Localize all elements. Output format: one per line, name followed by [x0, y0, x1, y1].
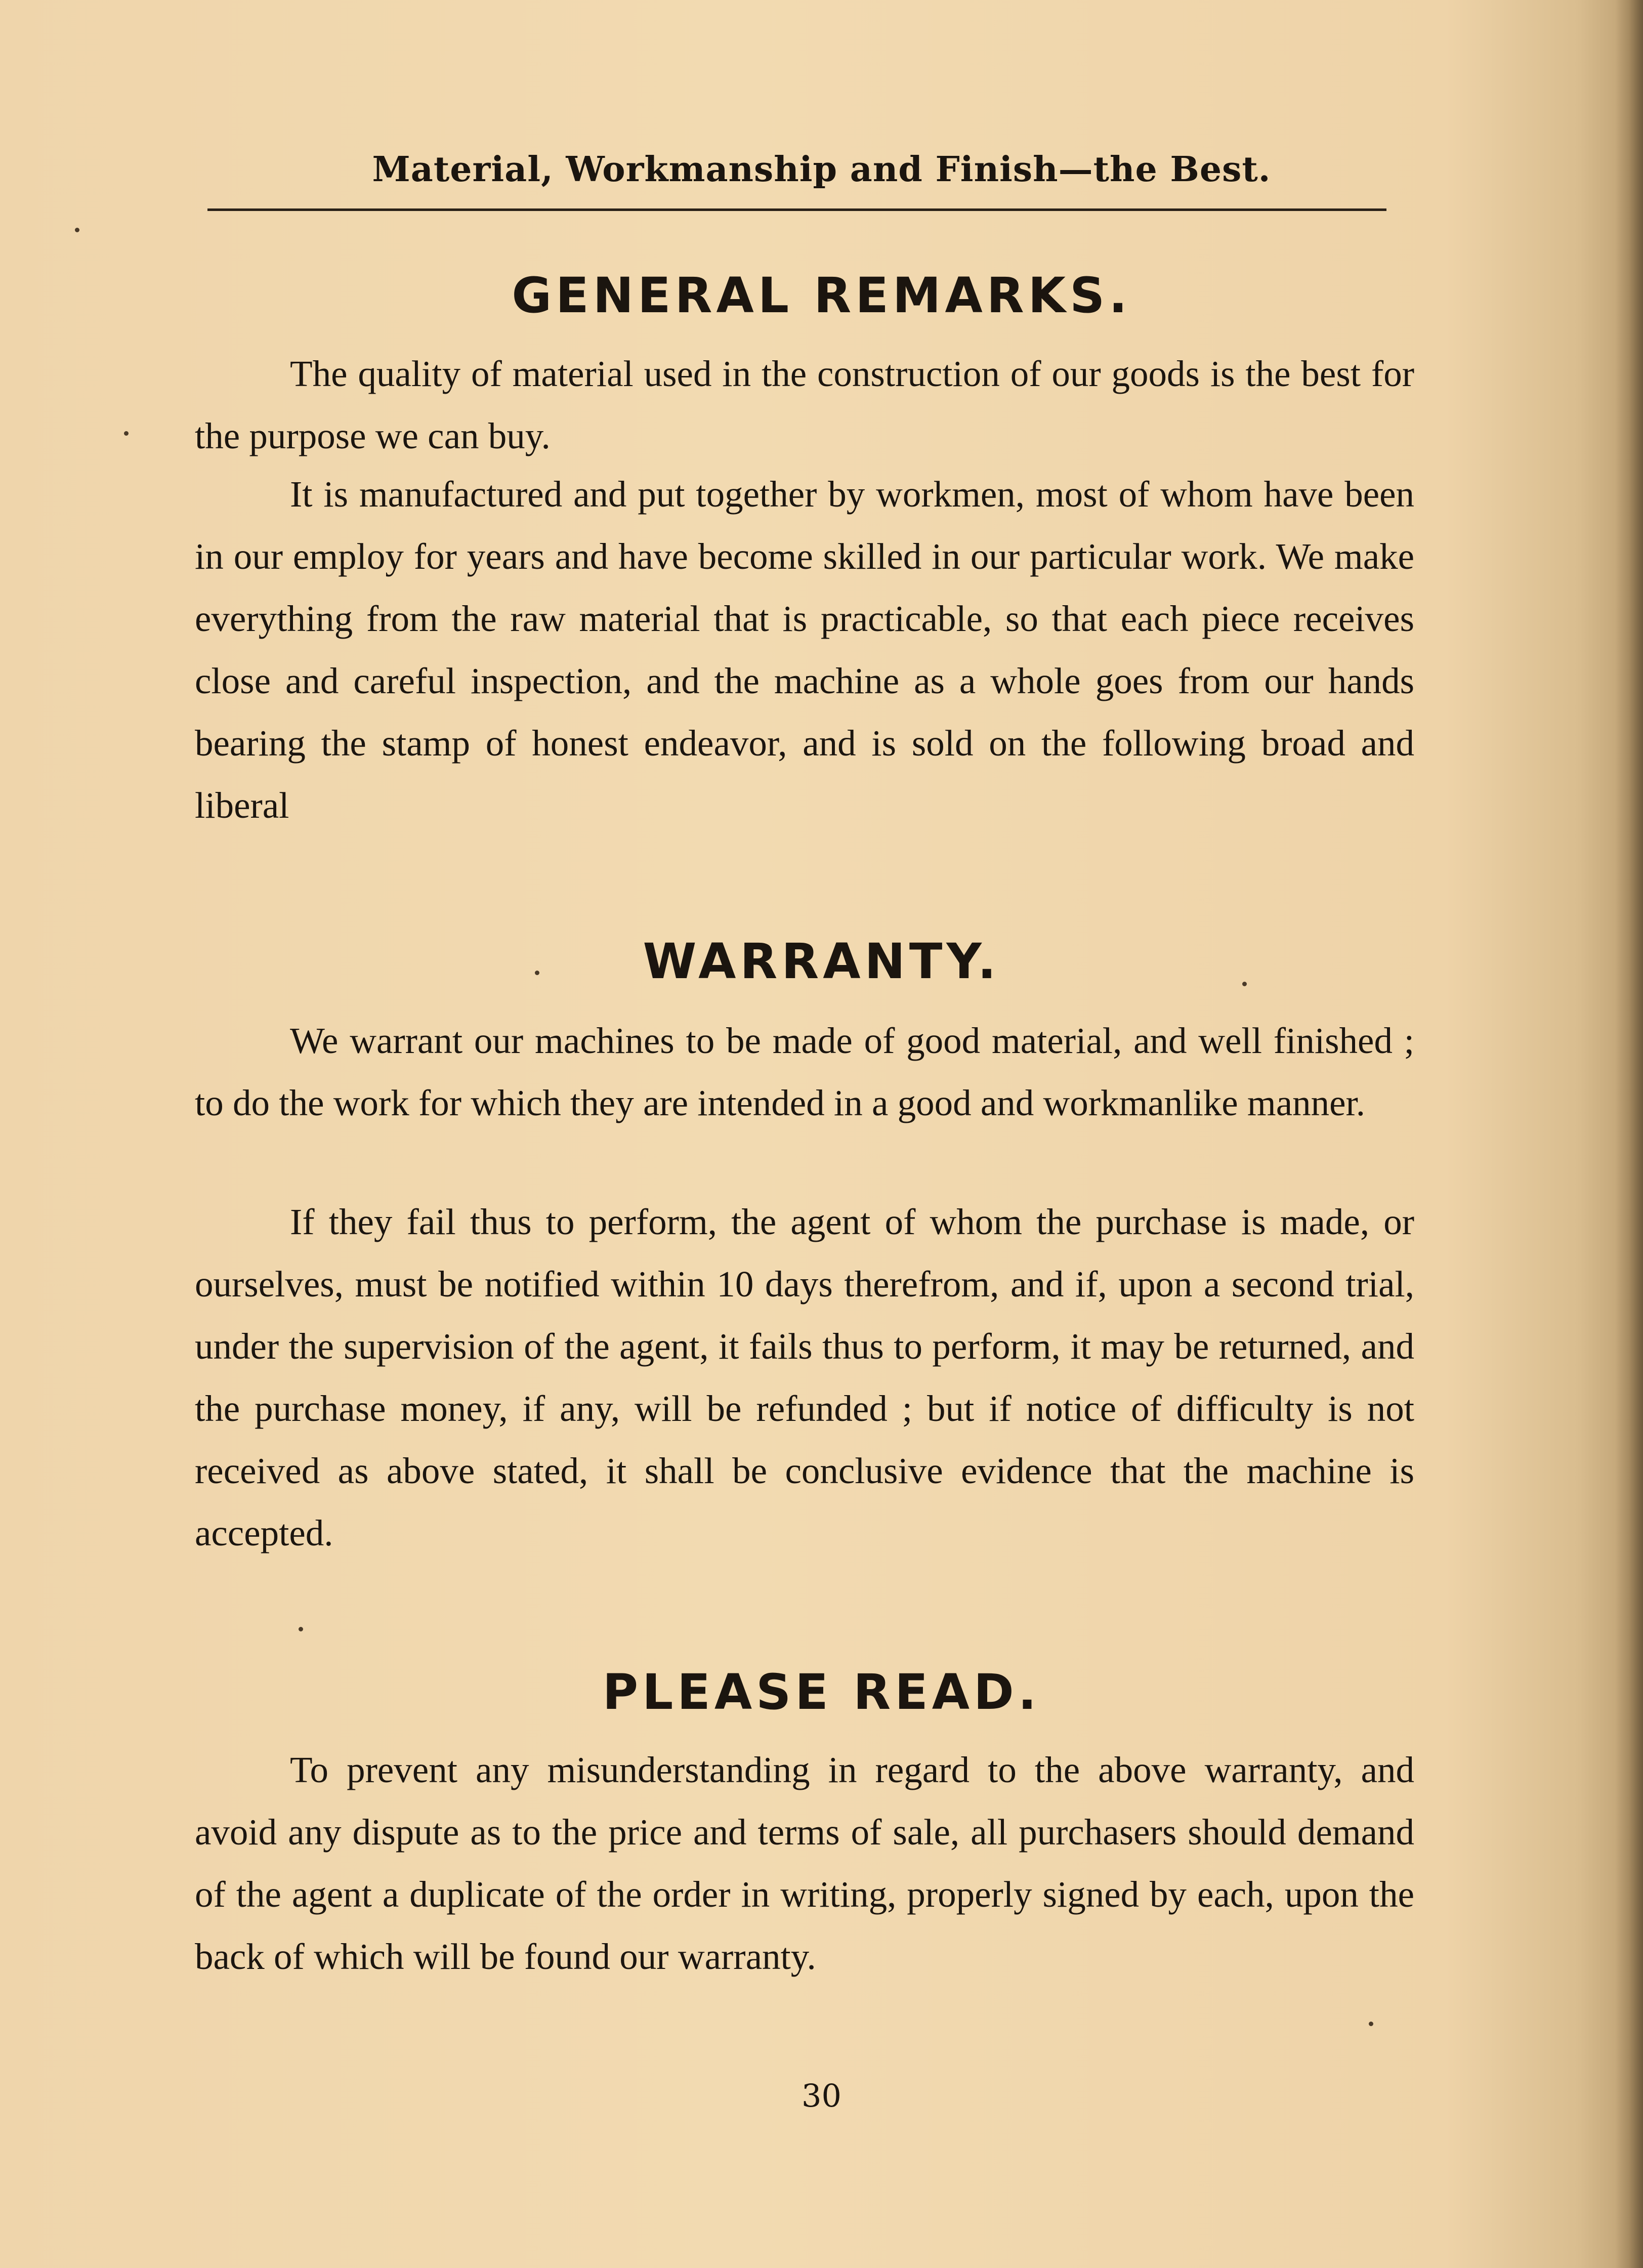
paper-speck: [1242, 982, 1247, 986]
paragraph-general-remarks-2: It is manufactured and put together by workmen, most of whom have been in our employ for years and have become skilled in our particular work. We make everything from the raw material that is practicable, so that each piece receives close and careful inspection, and the machine as a whole goes from our hands bearing the stamp of honest endeavor, and is sold on the following broad and liberal: [195, 474, 1414, 826]
paper-speck: [299, 1627, 303, 1631]
paragraph-warranty-1: We warrant our machines to be made of good material, and well finished ; to do the work for which they are intended in a good and workmanlike manner.: [195, 1020, 1414, 1123]
paper-speck: [1369, 2022, 1373, 2026]
paragraph-general-remarks-1: The quality of material used in the construction of our goods is the best for the purpose we can buy.: [195, 353, 1414, 456]
heading-please-read: PLEASE READ.: [602, 1664, 1041, 1720]
paper-speck: [124, 431, 129, 436]
heading-general-remarks: GENERAL REMARKS.: [512, 267, 1131, 324]
running-head: Material, Workmanship and Finish—the Best.: [372, 149, 1271, 190]
paragraph-warranty-2: If they fail thus to perform, the agent of whom the purchase is made, or ourselves, must be notified within 10 days therefrom, and if, upon a second trial, under the supervision of the agent, it fails thus to perform, it may be returned, and the purchase money, if any, will be refunded ; but if notice of difficulty is not received as above stated, it shall be conclusive evidence that the machine is accepted.: [195, 1201, 1414, 1553]
page-edge-shadow: [1615, 0, 1643, 2268]
heading-warranty: WARRANTY.: [643, 933, 1000, 990]
paper-speck: [75, 228, 79, 232]
paper-speck: [535, 971, 539, 975]
page-number: 30: [802, 2077, 841, 2114]
header-rule: [207, 208, 1386, 211]
paragraph-please-read-1: To prevent any misunderstanding in regard to the above warranty, and avoid any dispute as to the price and terms of sale, all purchasers should demand of the agent a duplicate of the order in writing, properly signed by each, upon the back of which will be found our warranty.: [195, 1749, 1414, 1977]
